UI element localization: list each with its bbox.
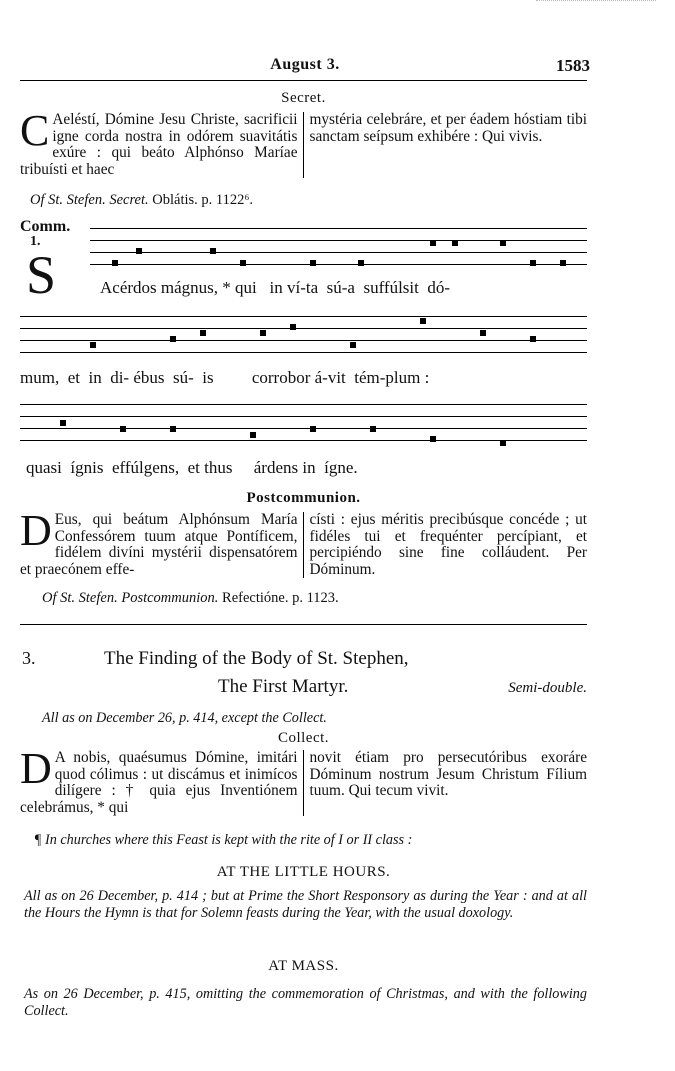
secret-right-text: mystéria celebráre, et per éadem hóstiam tibi sanctam seípsum exhibére : Qui vivis. <box>309 111 587 145</box>
secret-dropcap: C <box>20 106 50 155</box>
header-rule <box>20 80 587 81</box>
postcommunion-right-text: císti : ejus méritis precibúsque concéde ; ut fidéles tui et frequénter percípiant, et percipiéndo sine fine colláudent. Per Dóminum. <box>309 511 587 578</box>
chant-staff-1 <box>90 226 587 270</box>
communion-label: Comm. <box>20 218 71 235</box>
secret-heading: Secret. <box>281 90 326 106</box>
postcommunion-heading: Postcommunion. <box>246 490 361 506</box>
mass-heading: AT MASS. <box>268 958 339 974</box>
secret-note <box>30 192 580 209</box>
postcommunion-left-column <box>20 506 304 578</box>
collect-right-text: novit étiam pro persecutóribus exoráre Dóminum nostrum Jesum Christum Fílium tuum. Qui tecum vivit. <box>309 749 587 799</box>
chant-staff-3 <box>20 402 587 446</box>
secret-note-source: Of St. Stefen. Secret. <box>30 192 149 208</box>
chant-lyrics-2: mum, et in di- ébus sú- is corrobor á-vit tém-plum : <box>20 368 430 387</box>
postcommunion-note <box>42 590 582 607</box>
secret-right-column <box>304 112 588 178</box>
page-edge-mark <box>536 0 656 7</box>
postcommunion-left-text: Eus, qui beátum Alphónsum María Confessórem tuum atque Pontíficem, fidélem divíni mystérii dispensatórem et praecónem effe- <box>20 511 298 578</box>
postcommunion-text <box>20 506 587 578</box>
feast-title-line2: The First Martyr. <box>218 676 349 697</box>
chant-staff-2 <box>20 314 587 358</box>
feast-rank: Semi-double. <box>508 680 587 696</box>
postcommunion-note-ref: Refectióne. p. 1123. <box>222 590 339 606</box>
collect-heading: Collect. <box>277 730 330 746</box>
feast-title-line1: The Finding of the Body of St. Stephen, <box>104 648 409 669</box>
running-title: August 3. <box>270 56 340 73</box>
chant-lyrics-3: quasi ígnis effúlgens, et thus árdens in ígne. <box>26 458 358 477</box>
chant-initial: S <box>26 245 57 305</box>
collect-right-column <box>304 750 588 816</box>
secret-note-ref: Oblátis. p. 1122⁶. <box>152 192 254 208</box>
page-number: 1583 <box>556 56 590 75</box>
collect-dropcap: D <box>20 744 52 793</box>
collect-text <box>20 744 587 816</box>
collect-left-text: A nobis, quaésumus Dómine, imitári quod cólimus : ut discámus et inimícos dilígere : † quia ejus Inventiónem celebrámus, * qui <box>20 749 298 816</box>
feast-number: 3. <box>22 648 36 668</box>
collect-left-column <box>20 744 304 816</box>
postcommunion-dropcap: D <box>20 506 52 555</box>
rubric-note: ¶ In churches where this Feast is kept with the rite of I or II class : <box>34 832 413 848</box>
running-header <box>20 56 590 78</box>
feast-instruction: All as on December 26, p. 414, except the Collect. <box>42 710 327 726</box>
little-hours-heading: AT THE LITTLE HOURS. <box>216 864 391 880</box>
section-rule <box>20 624 587 625</box>
chant-lyrics-1: Acérdos mágnus, * qui in ví-ta sú-a suffúlsit dó- <box>100 278 451 297</box>
little-hours-text: All as on 26 December, p. 414 ; but at Prime the Short Responsory as during the Year : and at all the Hours the Hymn is that for Solemn feasts during the Year, with the usual doxology. <box>24 888 587 921</box>
mass-text: As on 26 December, p. 415, omitting the commemoration of Christmas, and with the following Collect. <box>24 986 587 1019</box>
chant-mode: 1. <box>30 234 41 249</box>
postcommunion-note-source: Of St. Stefen. Postcommunion. <box>42 590 219 606</box>
secret-left-column <box>20 106 304 178</box>
postcommunion-right-column <box>304 512 588 578</box>
secret-left-text: Aeléstí, Dómine Jesu Christe, sacrificii igne corda nostra in odórem suavitátis exúre : qui beáto Alphónso Maríae tribuísti et haec <box>20 111 298 178</box>
secret-text <box>20 106 587 178</box>
